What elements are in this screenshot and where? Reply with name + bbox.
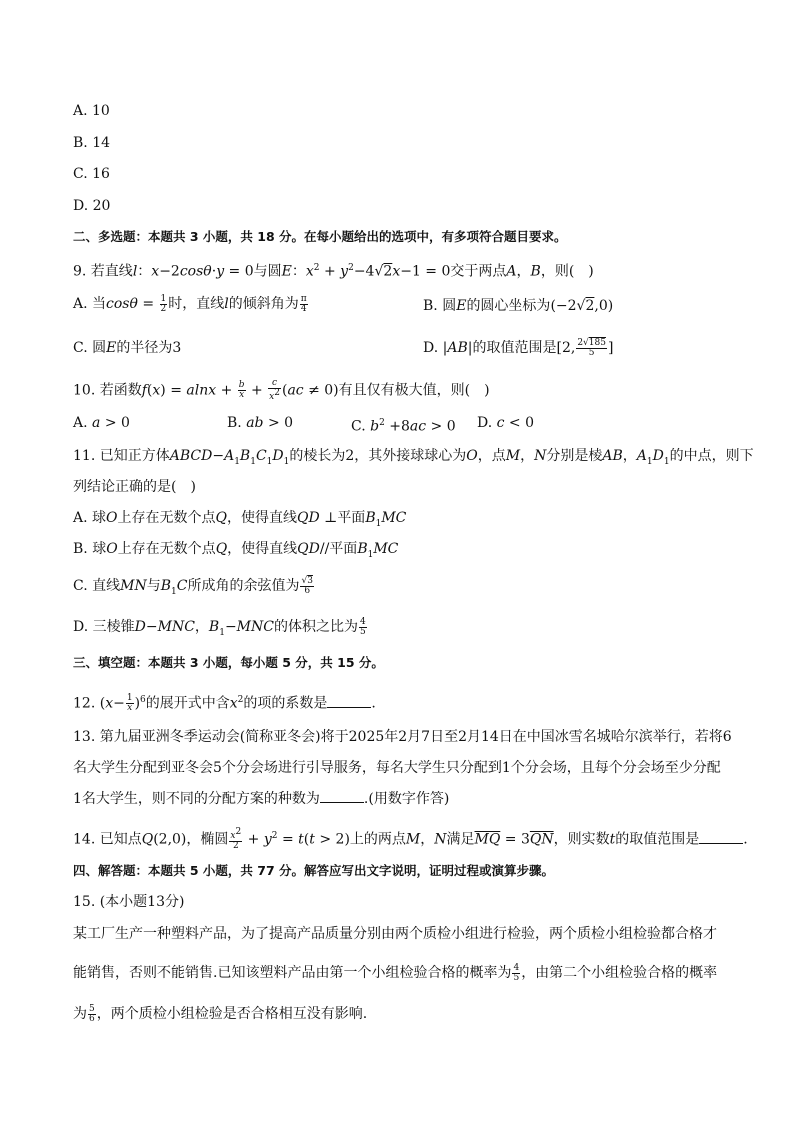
q10-opt-a-label: A. <box>73 415 88 431</box>
question-11-stem-line2: 列结论正确的是( ) <box>73 479 196 495</box>
fraction: $\frac{b}{x}$ <box>238 380 245 400</box>
q11-opt-a-2: 上存在无数个点 <box>117 510 216 526</box>
q11-opt-a-3: ，使得直线 <box>226 510 297 526</box>
q11-text-a: 11. 已知正方体 <box>73 448 170 464</box>
question-15-line1: 某工厂生产一种塑料产品，为了提高产品质量分别由两个质检小组进行检验，两个质检小组检验都合格才 <box>73 926 717 942</box>
option-q8-b: B. 14 <box>73 135 111 151</box>
option-q8-d: D. 20 <box>73 198 111 214</box>
q12-text-c: 的项的系数是 <box>243 695 328 712</box>
option-q8-c: C. 16 <box>73 166 110 182</box>
option-q8-a: A. 10 <box>73 103 110 119</box>
q9-text-b: 与圆 <box>253 263 282 280</box>
q10-opt-b-label: B. <box>227 415 242 431</box>
q11-text-c: ，点 <box>477 448 506 464</box>
question-9-options-cd: C. 圆E的半径为3 D. |AB|的取值范围是[2, $\frac{2√185}{5}$ ] <box>73 337 614 358</box>
fraction: $\frac{√3}{6}$ <box>301 575 313 596</box>
question-15-line3 <box>73 1004 367 1024</box>
q9-text-c: 交于两点 <box>450 263 507 280</box>
q14-text-f: ，则实数 <box>553 831 610 848</box>
q9-opt-a-2: 时，直线 <box>168 296 225 312</box>
q10-opt-d-label: D. <box>477 415 493 431</box>
q11-opt-a-1: A. 球 <box>73 510 107 526</box>
q15-text-c: 为 <box>73 1006 87 1022</box>
q11-opt-c-2: 与 <box>146 578 161 594</box>
q10-text-b: 有且仅有极大值，则( ) <box>338 382 490 399</box>
answer-blank[interactable] <box>699 831 743 844</box>
q11-option-b: B. 球O上存在无数个点Q，使得直线QD//平面$B_1MC$ <box>73 541 399 560</box>
q11-text-b: 的棱长为2，其外接球球心为 <box>289 448 467 464</box>
question-13-line1: 13. 第九届亚洲冬季运动会(简称亚冬会)将于2025年2月7日至2月14日在中国冰雪名城哈尔滨举行，若将6 <box>73 729 732 745</box>
question-13-line3 <box>73 789 449 809</box>
q11-text-e: 的中点，则下 <box>669 448 754 464</box>
section-4-heading: 四、解答题：本题共 5 小题，共 77 分。解答应写出文字说明，证明过程或演算步骤。 <box>73 863 555 878</box>
answer-blank[interactable] <box>320 790 364 803</box>
fraction: $\frac{4}{5}$ <box>359 616 366 637</box>
fraction: $\frac{1}{2}$ <box>160 293 167 314</box>
question-10-options: A. a > 0 B. ab > 0 C. $b^2 +8ac > 0$ D. c < 0 <box>73 415 535 435</box>
q11-opt-d-2: 的体积之比为 <box>273 619 358 635</box>
q14-text-c: 上的两点 <box>349 831 406 848</box>
section-2-heading: 二、多选题：本题共 3 小题，共 18 分。在每小题给出的选项中，有多项符合题目要求。 <box>73 229 567 244</box>
question-14: 14. 已知点Q(2,0)，椭圆 $\frac{x^2}{2}$ + $y^2 = t(t > 2)$上的两点M，N满足$\overline{MQ} = 3\overline{QN}$，则实数t的取值范围是 . <box>73 827 748 852</box>
q13-text-a: 1名大学生，则不同的分配方案的种数为 <box>73 791 320 807</box>
question-15-head: 15. (本小题13分) <box>73 894 185 910</box>
q12-text-a: 12. <box>73 695 96 712</box>
answer-blank[interactable] <box>327 695 371 708</box>
question-9-options-ab: A. 当cosθ = $\frac{1}{2}$ 时，直线l的倾斜角为 $\frac{\pi}{4}$ B. 圆E的圆心坐标为(−2√2,0) <box>73 293 614 314</box>
q15-text-b: ，由第二个小组检验合格的概率 <box>521 965 718 981</box>
q14-text-a: 14. 已知点 <box>73 831 142 848</box>
q11-opt-d-1: D. 三棱锥 <box>73 619 135 635</box>
section-3-heading: 三、填空题：本题共 3 小题，每小题 5 分，共 15 分。 <box>73 655 384 670</box>
q12-text-d: . <box>371 695 376 712</box>
q15-text-d: ，两个质检小组检验是否合格相互没有影响. <box>96 1006 368 1022</box>
fraction: $\frac{1}{x}$ <box>126 693 133 714</box>
q9-opt-d-1: D. <box>423 340 439 356</box>
q13-text-b: .(用数字作答) <box>363 791 450 807</box>
q9-opt-c-1: C. 圆 <box>73 340 107 356</box>
q11-opt-c-3: 所成角的余弦值为 <box>187 578 300 594</box>
q12-text-b: 的展开式中含 <box>145 695 230 712</box>
fraction: $\frac{\pi}{4}$ <box>300 293 307 314</box>
q11-text-d: 分别是棱 <box>546 448 603 464</box>
q11-opt-a-4: 平面 <box>337 510 366 526</box>
q14-text-h: . <box>743 831 748 848</box>
q14-text-b: ，椭圆 <box>186 831 229 848</box>
fraction: $\frac{c}{x^2}$ <box>269 378 280 402</box>
q11-opt-b-2: 上存在无数个点 <box>117 541 216 557</box>
q11-opt-b-3: ，使得直线 <box>227 541 298 557</box>
q9-opt-b-2: 的圆心坐标为 <box>466 298 551 314</box>
q9-opt-d-2: 的取值范围是 <box>472 340 557 356</box>
q9-opt-c-2: 的半径为3 <box>116 340 182 356</box>
question-11-stem-line1: 11. 已知正方体$ABCD-A_1B_1C_1D_1$的棱长为2，其外接球球心为O，点M，N分别是棱AB，$A_1D_1$的中点，则下 <box>73 448 754 467</box>
q14-text-g: 的取值范围是 <box>615 831 700 848</box>
fraction: $\frac{2√185}{5}$ <box>577 337 606 358</box>
q11-opt-b-4: 平面 <box>329 541 358 557</box>
q11-opt-c-1: C. 直线 <box>73 578 121 594</box>
question-15-line2 <box>73 963 717 983</box>
question-9-stem: 9. 若直线l：x−2cosθ·y = 0与圆E：$x^2 + y^2-4√2x-1 = 0$交于两点A，B，则( ) <box>73 263 594 280</box>
q15-text-a: 能销售，否则不能销售.已知该塑料产品由第一个小组检验合格的概率为 <box>73 965 512 981</box>
q14-text-d: ， <box>420 831 435 848</box>
q11-opt-b-1: B. 球 <box>73 541 107 557</box>
fraction: $\frac{4}{5}$ <box>513 962 520 983</box>
q9-text-d: ，则( ) <box>540 263 594 280</box>
q11-option-d: D. 三棱锥D−MNC，$B_1-MNC$的体积之比为 $\frac{4}{5}$ <box>73 616 366 638</box>
q9-opt-a-1: A. 当 <box>73 296 107 312</box>
q11-option-c: C. 直线MN与$B_1C$所成角的余弦值为 $\frac{√3}{6}$ <box>73 575 313 597</box>
q9-opt-a-3: 的倾斜角为 <box>228 296 299 312</box>
q14-text-e: 满足 <box>446 831 475 848</box>
q11-option-a: A. 球O上存在无数个点Q，使得直线QD ⊥平面$B_1MC$ <box>73 510 407 529</box>
q10-opt-c-label: C. <box>351 418 366 435</box>
question-13-line2: 名大学生分配到亚冬会5个分会场进行引导服务，每名大学生只分配到1个分会场，且每个分会场至少分配 <box>73 760 721 776</box>
q9-text-a: 9. 若直线 <box>73 263 133 280</box>
q9-opt-b-1: B. 圆 <box>423 298 457 314</box>
fraction: $\frac{x^2}{2}$ <box>230 827 242 852</box>
question-12: 12. (x− $\frac{1}{x}$ )$^6$的展开式中含$x^2$的项的系数是 . <box>73 693 376 714</box>
question-10-stem: 10. 若函数f(x) = alnx + $\frac{b}{x}$ + $\frac{c}{x^2}$ (ac ≠ 0)有且仅有极大值，则( ) <box>73 378 490 402</box>
fraction: $\frac{5}{6}$ <box>89 1003 95 1024</box>
q10-text-a: 10. 若函数 <box>73 382 142 399</box>
